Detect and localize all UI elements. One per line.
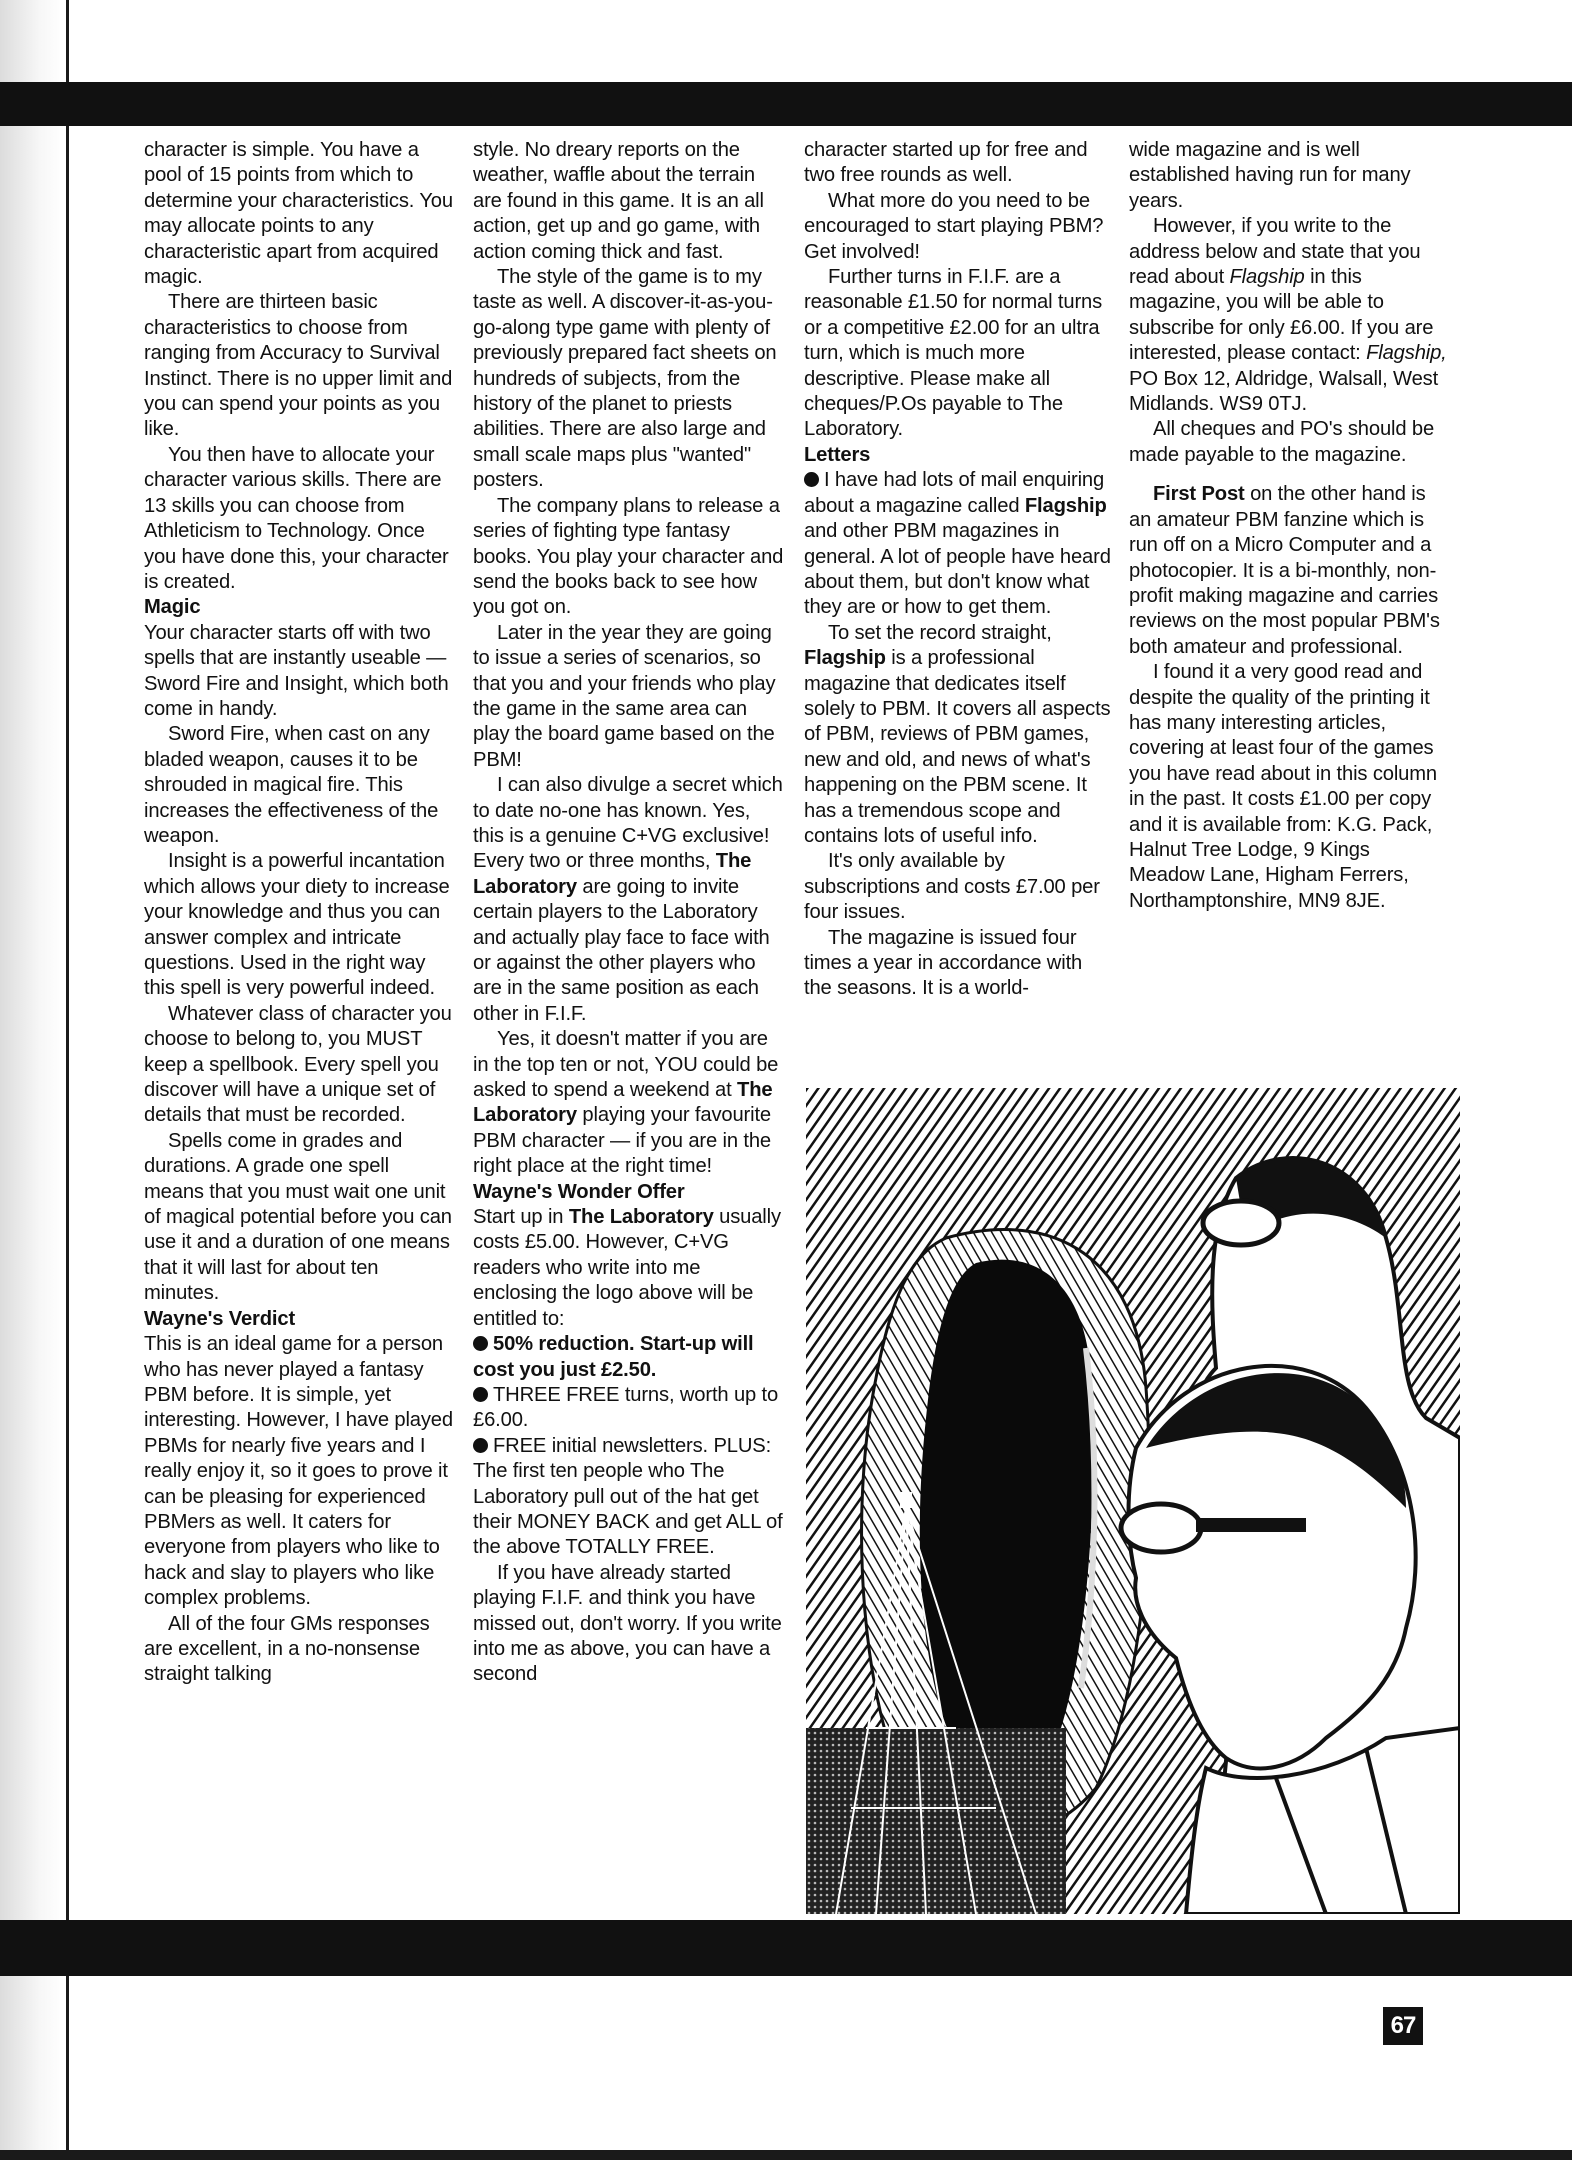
text-run: in this magazine, you will be able to subscribe for only £6.00. If you are interested, please contact: (1129, 266, 1434, 365)
text-run: is a professional magazine that dedicates itself solely to PBM. It covers all aspects of PBM, reviews of PBM games, new and old, and news of what's happening on the PBM scene. It has a tremendous scope and contains lots of useful info. (804, 647, 1111, 847)
paragraph: wide magazine and is well established having run for many years. (1129, 139, 1411, 212)
paragraph: You then have to allocate your character various skills. There are 13 skills you can choose from Athleticism to Technology. Once you have done this, your character is created. (144, 443, 449, 593)
text-run: playing your favourite PBM character — if you are in the right place at the right time! (473, 1104, 772, 1178)
text-run: usually costs £5.00. However, C+VG readers who write into me enclosing the logo above will be entitled to: (473, 1206, 781, 1330)
text-run: To set the record straight, (828, 621, 1052, 644)
heading-waynes-verdict: Wayne's Verdict (144, 1307, 296, 1330)
paragraph: It's only available by subscriptions and costs £7.00 per four issues. (804, 850, 1100, 924)
bullet-item (473, 1383, 785, 1434)
paragraph: Your character starts off with two spells that are instantly useable — Sword Fire and Insight, which both come in handy. (144, 621, 449, 720)
bullet-item (473, 1434, 785, 1561)
paragraph: If you have already started playing F.I.F. and think you have missed out, don't worry. If you write into me as above, you can have a second (473, 1561, 782, 1686)
italic-flagship: Flagship (1229, 266, 1305, 289)
paragraph: What more do you need to be encouraged to start playing PBM? Get involved! (804, 189, 1104, 263)
paragraph: Sword Fire, when cast on any bladed weapon, causes it to be shrouded in magical fire. This increases the effectiveness of the weapon. (144, 723, 439, 847)
heading-letters: Letters (804, 443, 871, 466)
paragraph (1129, 214, 1449, 417)
page-spine-line (66, 0, 69, 2160)
text-run: Start up in (473, 1206, 569, 1229)
top-black-band (0, 82, 1572, 126)
bullet-text: 50% reduction. Start-up will cost you just £2.50. (473, 1333, 754, 1381)
text-run: are going to invite certain players to the Laboratory and actually play face to face with or against the other players who are in the same position as each other in F.I.F. (473, 875, 770, 1025)
dark-portal (920, 1260, 1093, 1780)
text-column-4 (1129, 138, 1449, 914)
text-run: I have had lots of mail enquiring about a magazine called (804, 469, 1105, 517)
paragraph (804, 468, 1114, 620)
bullet-icon (473, 1336, 488, 1351)
text-run: and other PBM magazines in general. A lot of people have heard about them, but don't know what they are or how to get them. (804, 520, 1111, 619)
bold-flagship: Flagship (804, 647, 886, 670)
paragraph: The company plans to release a series of fighting type fantasy books. You play your character and send the books back to see how you got on. (473, 494, 784, 619)
bold-first-post: First Post (1153, 483, 1245, 506)
goggle-strap (1196, 1518, 1306, 1532)
antenna-tip (900, 1492, 912, 1508)
bullet-icon (804, 472, 819, 487)
bullet-text: FREE initial newsletters. PLUS: The first ten people who The Laboratory pull out of the hat get their MONEY BACK and get ALL of the above TOTALLY FREE. (473, 1434, 783, 1559)
text-run: I can also divulge a secret which to date no-one has known. Yes, this is a genuine C+VG exclusive! Every two or three months, (473, 774, 783, 873)
paragraph (804, 621, 1114, 850)
paragraph: Further turns in F.I.F. are a reasonable £1.50 for normal turns or a competitive £2.00 for an ultra turn, which is much more descriptive. Please make all cheques/P.Os payable to The Laboratory. (804, 266, 1103, 441)
paragraph: Insight is a powerful incantation which allows your diety to increase your knowledge and thus you can answer complex and intricate questions. Used in the right way this spell is very powerful indeed. (144, 850, 450, 1000)
heading-waynes-wonder-offer: Wayne's Wonder Offer (473, 1180, 685, 1203)
bullet-icon (473, 1438, 488, 1453)
text-run: Yes, it doesn't matter if you are in the top ten or not, YOU could be asked to spend a weekend at (473, 1028, 779, 1102)
bottom-edge-band (0, 2150, 1572, 2160)
paragraph: This is an ideal game for a person who has never played a fantasy PBM before. It is simple, yet interesting. However, I have played PBMs for nearly five years and I really enjoy it, so it goes to prove it can be pleasing for experienced PBMers as well. It caters for everyone from players who like to hack and slay to players who like complex problems. (144, 1333, 453, 1610)
paragraph (1129, 482, 1449, 660)
text-column-1 (144, 138, 454, 1688)
paragraph (473, 1027, 785, 1179)
paragraph: Spells come in grades and durations. A grade one spell means that you must wait one unit of magical potential before you can use it and a duration of one means that it will last for about ten minutes. (144, 1129, 452, 1305)
text-column-3 (804, 138, 1114, 1002)
bold-the-laboratory: The Laboratory (568, 1206, 714, 1229)
paragraph: The style of the game is to my taste as well. A discover-it-as-you-go-along type game with plenty of previously prepared fact sheets on hundreds of subjects, from the history of the planet to priests abilities. There are also large and small scale maps plus "wanted" posters. (473, 266, 777, 492)
paragraph: Whatever class of character you choose to belong to, you MUST keep a spellbook. Every spell you discover will have a unique set of details that must be recorded. (144, 1002, 452, 1127)
scientists-viewing-portal-illustration (806, 1088, 1460, 1914)
bold-flagship: Flagship (1024, 494, 1107, 517)
paragraph (473, 773, 785, 1027)
text-run: PO Box 12, Aldridge, Walsall, West Midlands. WS9 0TJ. (1129, 367, 1439, 416)
bold-the-laboratory: The Laboratory (473, 1079, 773, 1127)
paragraph: The magazine is issued four times a year in accordance with the seasons. It is a world- (804, 926, 1083, 1000)
text-run: on the other hand is an amateur PBM fanzine which is run off on a Micro Computer and a photocopier. It is a bi-monthly, non-profit making magazine and carries reviews on the most popular PBM's both amateur and professional. (1129, 483, 1440, 658)
text-run: However, if you write to the address below and state that you read about (1129, 215, 1421, 289)
goggles-front (1121, 1504, 1201, 1552)
paragraph: character is simple. You have a pool of 15 points from which to determine your characteristics. You may allocate points to any characteristic apart from acquired magic. (144, 139, 453, 289)
paragraph: All of the four GMs responses are excellent, in a no-nonsense straight talking (144, 1612, 430, 1686)
text-column-2 (473, 138, 785, 1688)
page-number: 67 (1383, 2007, 1423, 2045)
paragraph: There are thirteen basic characteristics to choose from ranging from Accuracy to Survival Instinct. There is no upper limit and you can spend your points as you like. (144, 291, 453, 441)
bottom-black-band (0, 1920, 1572, 1976)
bullet-text: THREE FREE turns, worth up to £6.00. (473, 1383, 779, 1432)
bold-the-laboratory: The Laboratory (473, 850, 752, 898)
paragraph: Later in the year they are going to issue a series of scenarios, so that you and your friends who play the game in the same area can play the board game based on the PBM! (473, 621, 776, 771)
paragraph: style. No dreary reports on the weather, waffle about the terrain are found in this game. It is an all action, get up and go game, with action coming thick and fast. (473, 139, 764, 263)
paragraph: character started up for free and two free rounds as well. (804, 139, 1088, 187)
page-spine-shadow (0, 0, 64, 2160)
paragraph: All cheques and PO's should be made payable to the magazine. (1129, 418, 1435, 466)
bullet-icon (473, 1387, 488, 1402)
paragraph: I found it a very good read and despite the quality of the printing it has many interesting articles, covering at least four of the games you have read about in this column in the past. It costs £1.00 per copy and it is available from: K.G. Pack, Halnut Tree Lodge, 9 Kings Meadow Lane, Higham Ferrers, Northamptonshire, MN9 8JE. (1129, 661, 1438, 912)
goggles-back (1203, 1201, 1279, 1245)
heading-magic: Magic (144, 596, 201, 619)
italic-flagship: Flagship, (1366, 342, 1447, 365)
bullet-item (473, 1332, 785, 1383)
paragraph (473, 1205, 785, 1332)
